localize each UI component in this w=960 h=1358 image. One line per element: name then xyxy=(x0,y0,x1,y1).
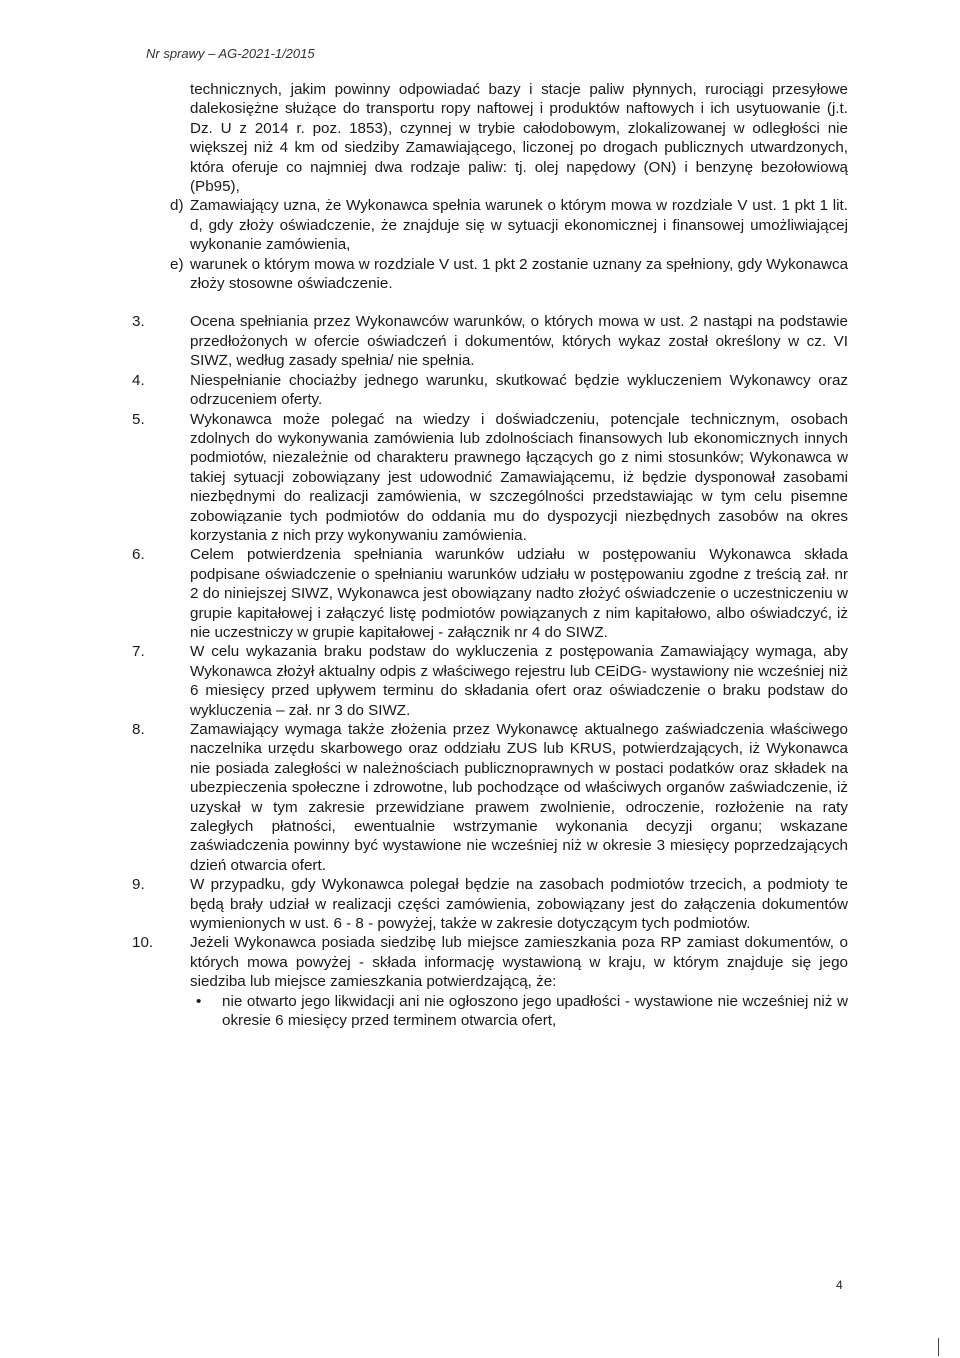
item-number: 7. xyxy=(132,643,145,661)
sub-item-marker: d) xyxy=(170,197,184,215)
case-number-header: Nr sprawy – AG-2021-1/2015 xyxy=(146,46,315,61)
scan-edge-mark xyxy=(938,1338,947,1356)
numbered-item-8 xyxy=(132,720,848,875)
sub-item-text: Zamawiający uzna, że Wykonawca spełnia warunek o którym mowa w rozdziale V ust. 1 pkt 1 lit. d, gdy złoży oświadczenie, że znajduje się w sytuacji ekonomicznej i finansowej umożliwiającej wykonanie zamówienia, xyxy=(190,197,848,254)
bullet-item xyxy=(196,992,848,1031)
item-text: Celem potwierdzenia spełniania warunków udziału w postępowaniu Wykonawca składa podpisane oświadczenie o spełnianiu warunków udziału w postępowaniu zgodne z treścią zał. nr 2 do niniejszej SIWZ, Wykonawca jest obowiązany nadto złożyć oświadczenie o uczestniczeniu w grupie kapitałowej i załączyć listę podmiotów powiązanych z nim kapitałowo, albo oświadczyć, iż nie uczestniczy w grupie kapitałowej - załącznik nr 4 do SIWZ. xyxy=(190,546,848,641)
numbered-item-4 xyxy=(132,371,848,410)
bullet-dot-icon: • xyxy=(196,992,202,1010)
intro-paragraph: technicznych, jakim powinny odpowiadać bazy i stacje paliw płynnych, rurociągi przesyłowe dalekosiężne służące do transportu ropy naftowej i produktów naftowych i ich usytuowanie (j.t. Dz. U z 2014 r. poz. 1853), czynnej w trybie całodobowym, zlokalizowanej w odległości nie większej niż 4 km od siedziby Zamawiającego, liczonej po drogach publicznych utwardzonych, która oferuje co najmniej dwa rodzaje paliw: tj. olej napędowy (ON) i benzynę bezołowiową (Pb95), xyxy=(190,81,848,196)
sub-item-text: warunek o którym mowa w rozdziale V ust. 1 pkt 2 zostanie uznany za spełniony, gdy Wykonawca złoży stosowne oświadczenie. xyxy=(190,255,849,293)
numbered-item-7 xyxy=(132,642,848,720)
item-text: Ocena spełniania przez Wykonawców warunków, o których mowa w ust. 2 nastąpi na podstawie przedłożonych w ofercie oświadczeń i dokumentów, których wykaz został określony w cz. VI SIWZ, według zasady spełnia/ nie spełnia. xyxy=(190,313,848,370)
sub-item-marker: e) xyxy=(170,255,184,273)
item-number: 4. xyxy=(132,371,145,389)
item-text: W celu wykazania braku podstaw do wykluczenia z postępowania Zamawiający wymaga, aby Wykonawca złożył aktualny odpis z właściwego rejestru lub CEiDG- wystawiony nie wcześniej niż 6 miesięcy przed upływem terminu do składania ofert oraz oświadczenie o braku podstaw do wykluczenia – zał. nr 3 do SIWZ. xyxy=(190,643,848,719)
item-number: 10. xyxy=(132,934,154,952)
numbered-item-6 xyxy=(132,545,848,642)
numbered-item-5 xyxy=(132,410,848,546)
item-number: 5. xyxy=(132,410,145,428)
item-text: Wykonawca może polegać na wiedzy i doświadczeniu, potencjale technicznym, osobach zdolnych do wykonywania zamówienia lub zdolnościach finansowych lub ekonomicznych innych podmiotów, niezależnie od charakteru prawnego łączących go z nimi stosunków; Wykonawca w takiej sytuacji zobowiązany jest udowodnić Zamawiającemu, iż będzie dysponował zasobami niezbędnymi do realizacji zamówienia, w szczególności przedstawiając w tym celu pisemne zobowiązanie tych podmiotów do oddania mu do dyspozycji niezbędnych zasobów na okres korzystania z nich przy wykonywaniu zamówienia. xyxy=(190,410,848,544)
item-number: 8. xyxy=(132,721,145,738)
item-number: 6. xyxy=(132,546,145,564)
item-number: 3. xyxy=(132,313,145,331)
page-number: 4 xyxy=(836,1278,843,1292)
item-number: 9. xyxy=(132,876,145,894)
section-gap xyxy=(190,293,848,312)
item-text: W przypadku, gdy Wykonawca polegał będzie na zasobach podmiotów trzecich, a podmioty te będą brały udział w realizacji części zamówienia, zobowiązany jest do załączenia dokumentów wymienionych w ust. 6 - 8 - powyżej, także w zakresie dotyczącym tych podmiotów. xyxy=(190,876,848,933)
bullet-text: nie otwarto jego likwidacji ani nie ogłoszono jego upadłości - wystawione nie wcześniej niż w okresie 6 miesięcy przed terminem otwarcia ofert, xyxy=(222,992,848,1030)
numbered-item-10 xyxy=(132,933,848,991)
item-text: Niespełnianie chociażby jednego warunku, skutkować będzie wykluczeniem Wykonawcy oraz odrzuceniem oferty. xyxy=(190,371,848,409)
document-body xyxy=(132,80,849,1031)
sub-item-e xyxy=(170,255,849,294)
numbered-item-3 xyxy=(132,312,848,370)
bullet-list xyxy=(190,992,848,1031)
numbered-item-9 xyxy=(132,875,848,933)
item-text: Zamawiający wymaga także złożenia przez Wykonawcę aktualnego zaświadczenia właściwego naczelnika urzędu skarbowego oraz oddziału ZUS lub KRUS, potwierdzających, iż Wykonawca nie posiada zaległości w należnościach publicznoprawnych w postaci podatków oraz składek na ubezpieczenia społeczne i zdrowotne, lub pochodzące od właściwych organów zaświadczenie, iż uzyskał w tym zakresie przewidziane prawem zwolnienie, odroczenie, rozłożenie na raty zaległych płatności, ewentualnie wstrzymanie wykonania decyzji organu; wskazane zaświadczenia powinny być wystawione nie wcześniej niż w okresie 3 miesięcy poprzedzających dzień otwarcia ofert. xyxy=(190,721,848,874)
item-text: Jeżeli Wykonawca posiada siedzibę lub miejsce zamieszkania poza RP zamiast dokumentów, o których mowa powyżej - składa informację wystawioną w kraju, w którym znajduje się jego siedziba lub miejsce zamieszkania potwierdzającą, że: xyxy=(190,934,848,991)
sub-item-d xyxy=(170,196,848,254)
